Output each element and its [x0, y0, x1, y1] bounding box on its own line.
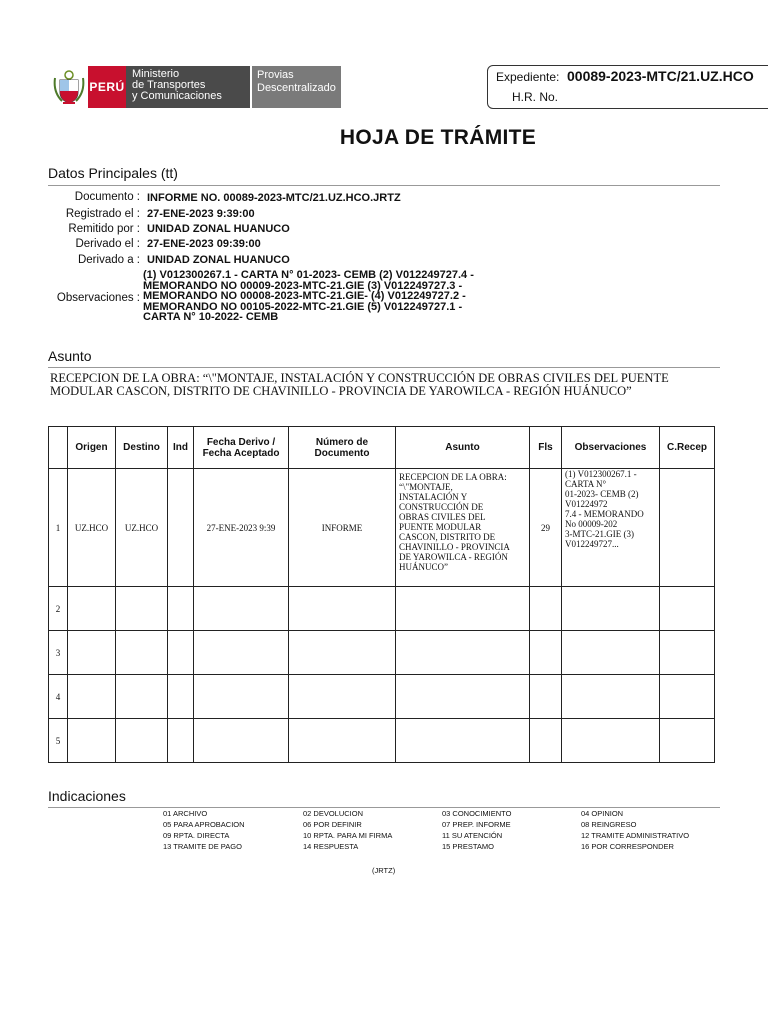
- indicacion-item: 10 RPTA. PARA MI FIRMA: [303, 831, 393, 840]
- observaciones-cell: [562, 469, 660, 587]
- fls-cell: 29: [530, 469, 562, 587]
- provias-line-2: Descentralizado: [257, 82, 336, 94]
- footer-initials: (JRTZ): [372, 866, 396, 875]
- header-cell: C.Recep: [660, 427, 715, 469]
- indicacion-item: 04 OPINION: [581, 809, 624, 818]
- peru-brand-block: [88, 66, 126, 108]
- indicacion-item: 13 TRAMITE DE PAGO: [163, 842, 242, 851]
- asunto-cell-line: HUÁNUCO”: [399, 562, 448, 572]
- ministry-brand-block: [126, 66, 250, 108]
- asunto-cell-line: CHAVINILLO - PROVINCIA: [399, 542, 510, 552]
- row-number: 1: [49, 469, 68, 587]
- indicacion-item: 05 PARA APROBACION: [163, 820, 245, 829]
- observaciones-cell-line: CARTA N°: [565, 479, 607, 489]
- asunto-cell-line: DE YAROWILCA - REGIÓN: [399, 552, 508, 562]
- destino-cell: UZ.HCO: [116, 469, 168, 587]
- documento-cell: INFORME: [289, 469, 396, 587]
- asunto-cell-line: INSTALACIÓN Y: [399, 492, 468, 502]
- peru-label: PERÚ: [89, 80, 125, 94]
- indicacion-item: 14 RESPUESTA: [303, 842, 359, 851]
- ministry-line-2: de Transportes: [132, 79, 206, 91]
- header-cell: Destino: [116, 427, 168, 469]
- crecep-cell: [660, 469, 715, 587]
- indicacion-item: 09 RPTA. DIRECTA: [163, 831, 230, 840]
- table-row: [49, 587, 715, 631]
- row-number: 4: [49, 675, 68, 719]
- observaciones-line: MEMORANDO NO 00105-2022-MTC-21.GIE (5) V012249727.1 -: [143, 300, 463, 313]
- indicacion-item: 12 TRAMITE ADMINISTRATIVO: [581, 831, 690, 840]
- observaciones-cell-line: No 00009-202: [565, 519, 618, 529]
- registrado-value: 27-ENE-2023 9:39:00: [147, 208, 255, 220]
- asunto-cell-line: CONSTRUCCIÓN DE: [399, 502, 484, 512]
- indicacion-item: 08 REINGRESO: [581, 820, 637, 829]
- table-row: [49, 469, 715, 587]
- indicacion-item: 02 DEVOLUCION: [303, 809, 364, 818]
- observaciones-cell-line: 3-MTC-21.GIE (3): [565, 529, 634, 539]
- provias-line-1: Provias: [257, 69, 294, 81]
- derivado-a-label: Derivado a :: [77, 254, 140, 266]
- remitido-value: UNIDAD ZONAL HUANUCO: [147, 223, 290, 235]
- observaciones-label: Observaciones :: [56, 292, 140, 304]
- hr-number-label: H.R. No.: [512, 90, 559, 104]
- expediente-label: Expediente:: [496, 70, 560, 84]
- expediente-value: 00089-2023-MTC/21.UZ.HCO: [567, 68, 754, 84]
- header-cell: Observaciones: [562, 427, 660, 469]
- observaciones-value: [143, 270, 523, 323]
- asunto-text: RECEPCION DE LA OBRA: “\"MONTAJE, INSTALACIÓN Y CONSTRUCCIÓN DE OBRAS CIVILES DEL PUENTE MODULAR CASCON, DISTRITO DE CHAVINILLO - PROVINCIA DE YAROWILCA - REGIÓN HUÁNUCO”: [50, 371, 669, 398]
- observaciones-cell-line: 01-2023- CEMB (2): [565, 489, 639, 499]
- observaciones-line: MEMORANDO NO 00009-2023-MTC-21.GIE (3) V012249727.3 -: [143, 279, 463, 292]
- asunto-cell-line: RECEPCION DE LA OBRA:: [399, 472, 507, 482]
- header-cell: Asunto: [396, 427, 530, 469]
- header-cell: Origen: [68, 427, 116, 469]
- header-cell: Fecha Derivo / Fecha Aceptado: [194, 427, 289, 469]
- remitido-label: Remitido por :: [68, 223, 140, 235]
- header-cell-number: [49, 427, 68, 469]
- indicaciones-heading: Indicaciones: [48, 788, 126, 804]
- indicacion-item: 03 CONOCIMIENTO: [442, 809, 512, 818]
- indicacion-item: 06 POR DEFINIR: [303, 820, 362, 829]
- row-number: 5: [49, 719, 68, 763]
- observaciones-line: (1) V012300267.1 - CARTA N° 01-2023- CEMB (2) V012249727.4 -: [143, 269, 474, 281]
- indicacion-item: 16 POR CORRESPONDER: [581, 842, 674, 851]
- derivado-a-value: UNIDAD ZONAL HUANUCO: [147, 254, 290, 266]
- peru-coat-of-arms-logo: [52, 68, 86, 106]
- page-title: HOJA DE TRÁMITE: [339, 126, 537, 149]
- observaciones-cell-line: (1) V012300267.1 -: [565, 469, 637, 479]
- observaciones-line: MEMORANDO NO 00008-2023-MTC-21.GIE- (4) V012249727.2 -: [143, 290, 466, 302]
- header-cell: Número de Documento: [289, 427, 396, 469]
- section-divider: [48, 185, 720, 186]
- table-header-row: [49, 427, 715, 469]
- observaciones-line: CARTA N° 10-2022- CEMB: [143, 311, 279, 323]
- asunto-heading: Asunto: [48, 348, 92, 364]
- ministry-line-1: Ministerio: [132, 68, 180, 80]
- table-row: [49, 719, 715, 763]
- origen-cell: UZ.HCO: [68, 469, 116, 587]
- documento-label: Documento :: [74, 191, 140, 203]
- asunto-cell-line: OBRAS CIVILES DEL: [399, 512, 486, 522]
- registrado-label: Registrado el :: [65, 208, 140, 220]
- header-cell: Fls: [530, 427, 562, 469]
- indicacion-item: 07 PREP. INFORME: [442, 820, 511, 829]
- datos-principales-heading: Datos Principales (tt): [48, 165, 178, 181]
- asunto-cell-line: CASCON, DISTRITO DE: [399, 532, 496, 542]
- documento-value: INFORME NO. 00089-2023-MTC/21.UZ.HCO.JRTZ: [147, 192, 401, 204]
- indicacion-item: 11 SU ATENCIÓN: [442, 831, 503, 840]
- ministry-line-3: y Comunicaciones: [132, 90, 222, 102]
- asunto-cell-line: “\"MONTAJE,: [399, 482, 453, 492]
- fecha-cell: 27-ENE-2023 9:39: [194, 469, 289, 587]
- table-row: [49, 675, 715, 719]
- section-divider: [48, 807, 720, 808]
- provias-brand-block: [252, 66, 341, 108]
- section-divider: [48, 367, 720, 368]
- table-row: [49, 631, 715, 675]
- indicacion-item: 15 PRESTAMO: [442, 842, 494, 851]
- observaciones-cell-line: V012249727...: [565, 539, 619, 549]
- ind-cell: [168, 469, 194, 587]
- row-number: 2: [49, 587, 68, 631]
- row-number: 3: [49, 631, 68, 675]
- header-cell: Ind: [168, 427, 194, 469]
- observaciones-cell-line: V01224972: [565, 499, 608, 509]
- derivado-el-value: 27-ENE-2023 09:39:00: [147, 238, 261, 250]
- indicacion-item: 01 ARCHIVO: [163, 809, 208, 818]
- asunto-cell: [396, 469, 530, 587]
- asunto-cell-line: PUENTE MODULAR: [399, 522, 482, 532]
- routing-table: [48, 426, 715, 763]
- derivado-el-label: Derivado el :: [75, 238, 140, 250]
- observaciones-cell-line: 7.4 - MEMORANDO: [565, 509, 644, 519]
